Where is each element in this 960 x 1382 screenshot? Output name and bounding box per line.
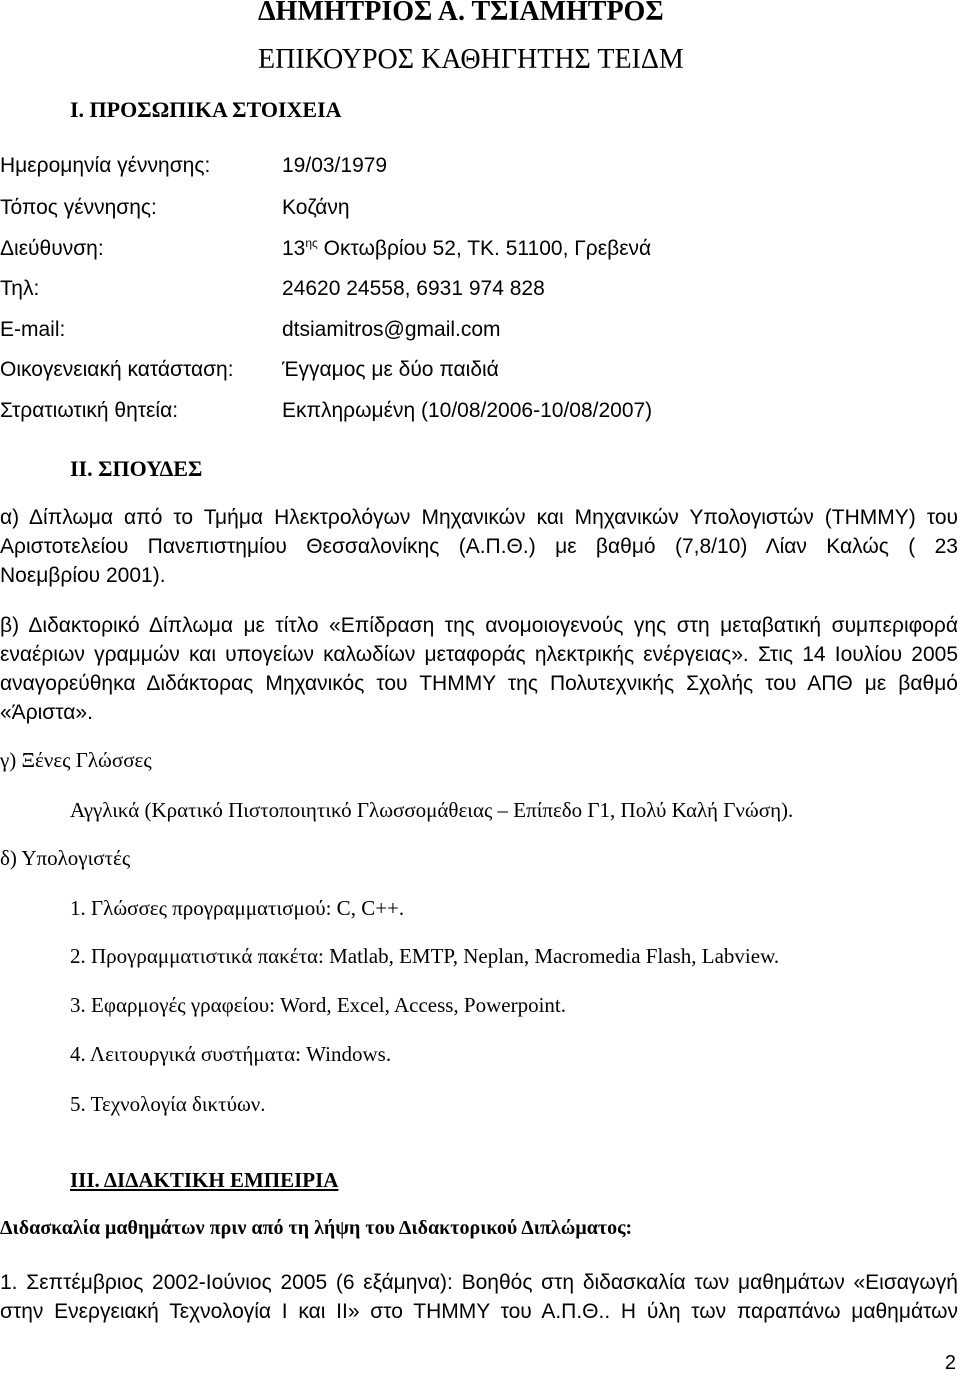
teaching-line: στην Ενεργειακή Τεχνολογία Ι και ΙΙ» στο ΤΗΜΜΥ του Α.Π.Θ.. Η ύλη των παραπάνω μαθημάτων: [0, 1300, 958, 1323]
computer-skill-item: 5. Τεχνολογία δικτύων.: [70, 1092, 266, 1116]
computers-heading: δ) Υπολογιστές: [0, 846, 131, 870]
section-3-title: ΙΙΙ. ΔΙΔΑΚΤΙΚΗ ΕΜΠΕΙΡΙΑ: [70, 1168, 339, 1192]
degree-paragraph: [0, 503, 958, 590]
computer-skill-item: 2. Προγραμματιστικά πακέτα: Matlab, EMTP, Neplan, Macromedia Flash, Labview.: [70, 944, 780, 968]
languages-text: Αγγλικά (Κρατικό Πιστοποιητικό Γλωσσομάθειας – Επίπεδο Γ1, Πολύ Καλή Γνώση).: [70, 798, 794, 822]
phd-paragraph: [0, 611, 958, 727]
page-number: 2: [944, 1352, 956, 1374]
birthplace-value: Κοζάνη: [282, 196, 350, 219]
phd-line: «Άριστα».: [0, 701, 93, 724]
section-2-title: ΙΙ. ΣΠΟΥΔΕΣ: [70, 456, 203, 481]
phone-label: Τηλ:: [0, 277, 40, 300]
marital-status-value: Έγγαμος με δύο παιδιά: [282, 358, 499, 381]
email-value: dtsiamitros@gmail.com: [282, 318, 501, 341]
military-service-label: Στρατιωτική θητεία:: [0, 399, 179, 422]
degree-line: α) Δίπλωμα από το Τμήμα Ηλεκτρολόγων Μηχανικών και Μηχανικών Υπολογιστών (ΤΗΜΜΥ) του: [0, 506, 958, 529]
address-label: Διεύθυνση:: [0, 237, 104, 260]
address-value: $13^{\eta\varsigma}$ Οκτωβρίου 52, ΤΚ. 51100, Γρεβενά: [282, 236, 652, 260]
computer-skill-item: 4. Λειτουργικά συστήματα: Windows.: [70, 1042, 392, 1066]
marital-status-label: Οικογενειακή κατάσταση:: [0, 358, 234, 381]
phd-line: εναέριων γραμμών και υπογείων καλωδίων μεταφοράς ηλεκτρικής ενέργειας». Στις 14 Ιουλίου 2005: [0, 643, 958, 666]
email-label: E-mail:: [0, 318, 66, 341]
teaching-line: 1. Σεπτέμβριος 2002-Ιούνιος 2005 (6 εξάμηνα): Βοηθός στη διδασκαλία των μαθημάτων «Εισαγωγή: [0, 1271, 958, 1294]
languages-heading: γ) Ξένες Γλώσσες: [0, 748, 152, 772]
birthdate-value: 19/03/1979: [282, 154, 388, 177]
cv-position: ΕΠΙΚΟΥΡΟΣ ΚΑΘΗΓΗΤΗΣ ΤΕΙΔΜ: [258, 44, 684, 75]
phd-line: β) Διδακτορικό Δίπλωμα με τίτλο «Επίδραση της ανομοιογενούς γης στη μεταβατική συμπεριφορά: [0, 614, 958, 637]
cv-name: ΔΗΜΗΤΡΙΟΣ Α. ΤΣΙΑΜΗΤΡΟΣ: [258, 0, 664, 27]
computer-skill-item: 3. Εφαρμογές γραφείου: Word, Excel, Access, Powerpoint.: [70, 993, 567, 1017]
birthdate-label: Ημερομηνία γέννησης:: [0, 154, 211, 177]
degree-line: Νοεμβρίου 2001).: [0, 564, 166, 587]
birthplace-label: Τόπος γέννησης:: [0, 196, 157, 219]
teaching-subtitle: [0, 1217, 632, 1240]
computer-skill-item: 1. Γλώσσες προγραμματισμού: C, C++.: [70, 896, 405, 920]
phone-value: 24620 24558, 6931 974 828: [282, 277, 545, 300]
degree-line: Αριστοτελείου Πανεπιστημίου Θεσσαλονίκης (Α.Π.Θ.) με βαθμό (7,8/10) Λίαν Καλώς ( 23: [0, 535, 958, 558]
teaching-paragraph: [0, 1268, 958, 1326]
military-service-value: Εκπληρωμένη (10/08/2006-10/08/2007): [282, 399, 653, 422]
teaching-subtitle-text: Διδασκαλία μαθημάτων πριν από τη λήψη του Διδακτορικού Διπλώματος:: [0, 1217, 633, 1239]
phd-line: αναγορεύθηκα Διδάκτορας Μηχανικός του ΤΗΜΜΥ της Πολυτεχνικής Σχολής του ΑΠΘ με βαθμό: [0, 672, 958, 695]
section-1-title: Ι. ΠΡΟΣΩΠΙΚΑ ΣΤΟΙΧΕΙΑ: [70, 97, 342, 122]
